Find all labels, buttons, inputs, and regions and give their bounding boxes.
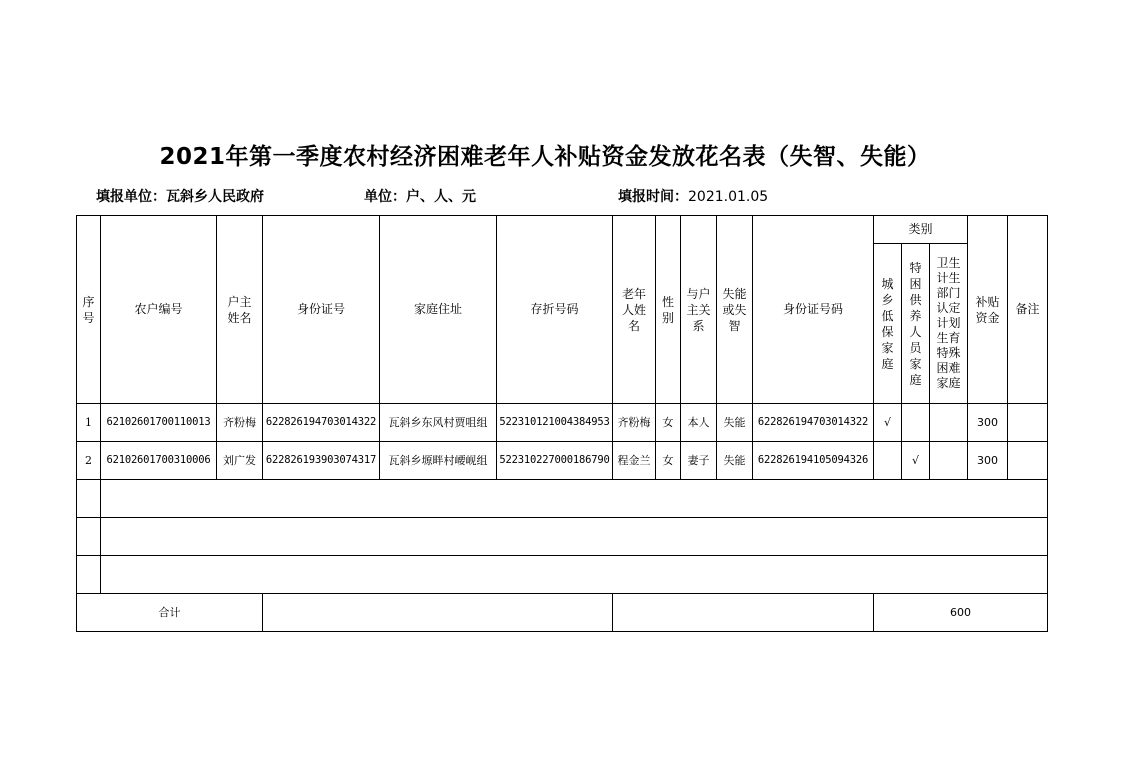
fill-time [618,186,768,206]
header-cat-health: 卫生计生部门认定计划生育特殊困难家庭 [930,244,968,404]
header-category: 类别 [874,216,968,244]
table-row [77,404,1048,442]
header-note: 备注 [1008,216,1048,404]
roster-table [76,215,1048,632]
header-row-1 [77,216,1048,244]
header-address: 家庭住址 [380,216,497,404]
header-farmer-no: 农户编号 [101,216,217,404]
measure-unit: 单位：户、人、元 [364,189,476,205]
header-passbook: 存折号码 [497,216,613,404]
total-blank-2 [613,594,874,632]
header-head-name: 户主姓名 [217,216,263,404]
cell-id-no: 622826194703014322 [263,404,380,442]
empty-row [77,480,1048,518]
cell-relation: 本人 [681,404,717,442]
header-relation: 与户主关系 [681,216,717,404]
cell-disability: 失能 [717,442,753,480]
total-value: 600 [874,594,1048,632]
cell-seq: 1 [77,404,101,442]
cell-address: 瓦斜乡东风村贾咀组 [380,404,497,442]
header-cat-lowincome: 城乡低保家庭 [874,244,902,404]
total-label: 合计 [77,594,263,632]
cell-gender: 女 [656,442,681,480]
cell-cat-health [930,404,968,442]
cell-id-no: 622826193903074317 [263,442,380,480]
header-elder-name: 老年人姓名 [613,216,656,404]
cell-note [1008,404,1048,442]
check-mark-icon: √ [874,404,902,442]
cell-cat-lowincome [874,442,902,480]
empty-row [77,518,1048,556]
cell-passbook: 522310227000186790 [497,442,613,480]
cell-passbook: 522310121004384953 [497,404,613,442]
cell-cat-health [930,442,968,480]
cell-farmer-no: 62102601700110013 [101,404,217,442]
cell-relation: 妻子 [681,442,717,480]
cell-cat-special [902,404,930,442]
cell-elder-name: 程金兰 [613,442,656,480]
cell-seq: 2 [77,442,101,480]
cell-farmer-no: 62102601700310006 [101,442,217,480]
fill-time-label: 填报时间： [618,189,688,205]
empty-row [77,556,1048,594]
fill-time-value: 2021.01.05 [688,189,769,205]
cell-subsidy: 300 [968,442,1008,480]
cell-head-name: 齐粉梅 [217,404,263,442]
header-seq: 序号 [77,216,101,404]
header-elder-id: 身份证号码 [753,216,874,404]
cell-note [1008,442,1048,480]
cell-elder-id: 622826194703014322 [753,404,874,442]
cell-subsidy: 300 [968,404,1008,442]
header-id-no: 身份证号 [263,216,380,404]
fill-unit-value: 瓦斜乡人民政府 [166,189,264,205]
cell-elder-id: 622826194105094326 [753,442,874,480]
cell-gender: 女 [656,404,681,442]
cell-elder-name: 齐粉梅 [613,404,656,442]
table-row [77,442,1048,480]
header-cat-special: 特困供养人员家庭 [902,244,930,404]
page-title: 2021年第一季度农村经济困难老年人补贴资金发放花名表（失智、失能） [159,144,931,170]
header-gender: 性别 [656,216,681,404]
header-disability: 失能或失智 [717,216,753,404]
check-mark-icon: √ [902,442,930,480]
cell-disability: 失能 [717,404,753,442]
fill-unit-label: 填报单位： [96,189,166,205]
total-blank-1 [263,594,613,632]
cell-address: 瓦斜乡塬畔村崾岘组 [380,442,497,480]
cell-head-name: 刘广发 [217,442,263,480]
header-subsidy: 补贴资金 [968,216,1008,404]
total-row [77,594,1048,632]
fill-unit [96,186,264,206]
